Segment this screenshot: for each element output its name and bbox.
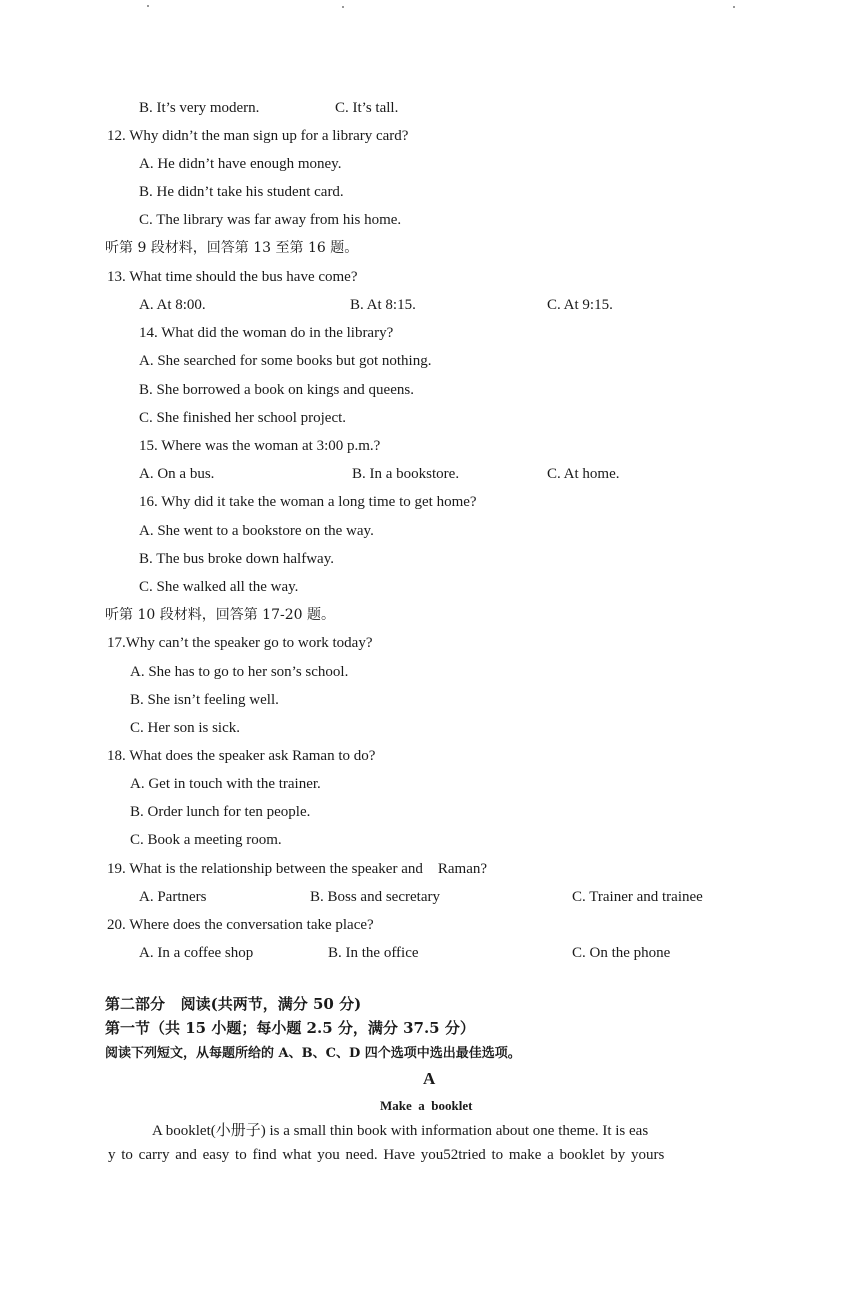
q19-option-b: B. Boss and secretary xyxy=(310,889,440,905)
q17-option-a: A. She has to go to her son’s school. xyxy=(130,664,349,680)
q13-option-b: B. At 8:15. xyxy=(350,297,416,313)
q18-option-b: B. Order lunch for ten people. xyxy=(130,804,311,820)
part2-section1-heading: 第一节（共 15 小题；每小题 2.5 分，满分 37.5 分） xyxy=(105,1019,475,1037)
q18-stem: 18. What does the speaker ask Raman to do? xyxy=(107,748,376,764)
passage-letter: A xyxy=(423,1069,436,1088)
q16-option-a: A. She went to a bookstore on the way. xyxy=(139,523,374,539)
q11-option-b: B. It’s very modern. xyxy=(139,100,260,116)
q14-stem: 14. What did the woman do in the library? xyxy=(139,325,394,341)
q18-option-c: C. Book a meeting room. xyxy=(130,832,282,848)
q20-option-b: B. In the office xyxy=(328,945,419,961)
scan-speck xyxy=(342,6,344,8)
q16-option-b: B. The bus broke down halfway. xyxy=(139,551,334,567)
q13-option-c: C. At 9:15. xyxy=(547,297,613,313)
q18-option-a: A. Get in touch with the trainer. xyxy=(130,776,321,792)
part2-heading: 第二部分 阅读(共两节，满分 50 分) xyxy=(105,995,362,1013)
q20-option-c: C. On the phone xyxy=(572,945,671,961)
q19-option-c: C. Trainer and trainee xyxy=(572,889,703,905)
q15-stem: 15. Where was the woman at 3:00 p.m.? xyxy=(139,438,381,454)
q17-option-b: B. She isn’t feeling well. xyxy=(130,692,279,708)
q16-option-c: C. She walked all the way. xyxy=(139,579,299,595)
scan-speck xyxy=(147,5,149,7)
q12-option-a: A. He didn’t have enough money. xyxy=(139,156,342,172)
passage-line-2: y to carry and easy to find what you need. Have you52tried to make a booklet by yours xyxy=(108,1147,665,1163)
q14-option-c: C. She finished her school project. xyxy=(139,410,347,426)
section-10-instruction: 听第 10 段材料，回答第 17-20 题。 xyxy=(105,607,335,623)
q15-option-c: C. At home. xyxy=(547,466,620,482)
q14-option-a: A. She searched for some books but got nothing. xyxy=(139,353,432,369)
q12-option-c: C. The library was far away from his home. xyxy=(139,212,402,228)
scan-speck xyxy=(733,6,735,8)
q12-option-b: B. He didn’t take his student card. xyxy=(139,184,344,200)
q15-option-b: B. In a bookstore. xyxy=(352,466,460,482)
section-9-instruction: 听第 9 段材料，回答第 13 至第 16 题。 xyxy=(105,240,359,256)
q12-stem: 12. Why didn’t the man sign up for a library card? xyxy=(107,128,409,144)
q20-option-a: A. In a coffee shop xyxy=(139,945,254,961)
q14-option-b: B. She borrowed a book on kings and queens. xyxy=(139,382,414,398)
q19-option-a: A. Partners xyxy=(139,889,207,905)
q20-stem: 20. Where does the conversation take place? xyxy=(107,917,374,933)
q16-stem: 16. Why did it take the woman a long time to get home? xyxy=(139,494,477,510)
q19-stem: 19. What is the relationship between the speaker and Raman? xyxy=(107,861,488,877)
passage-line-1: A booklet(小册子) is a small thin book with information about one theme. It is eas xyxy=(152,1123,649,1139)
q17-option-c: C. Her son is sick. xyxy=(130,720,240,736)
q13-stem: 13. What time should the bus have come? xyxy=(107,269,358,285)
q15-option-a: A. On a bus. xyxy=(139,466,215,482)
passage-title: Make a booklet xyxy=(380,1098,473,1113)
q11-option-c: C. It’s tall. xyxy=(335,100,399,116)
q13-option-a: A. At 8:00. xyxy=(139,297,206,313)
q17-stem: 17.Why can’t the speaker go to work today? xyxy=(107,635,373,651)
part2-instruction: 阅读下列短文，从每题所给的 A、B、C、D 四个选项中选出最佳选项。 xyxy=(105,1046,521,1061)
